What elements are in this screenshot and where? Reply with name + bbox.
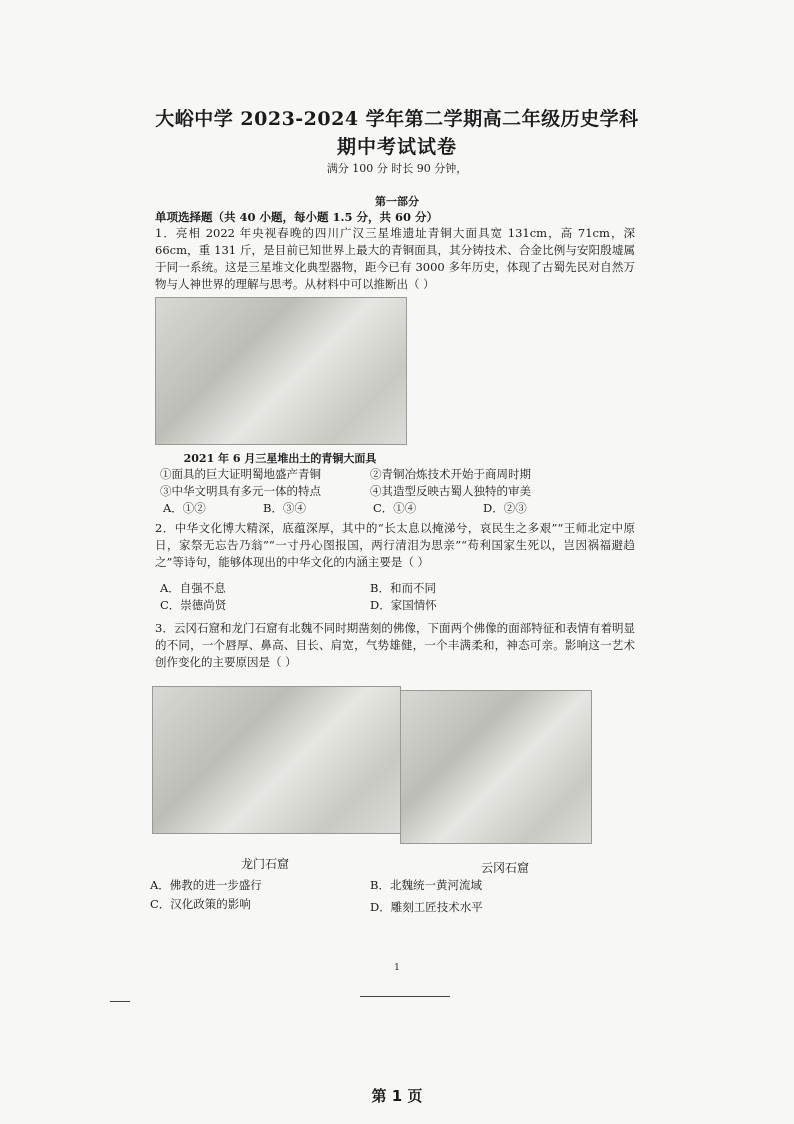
page-footer: 第 1 页 (371, 1087, 423, 1105)
q3-option-a: A．佛教的进一步盛行 (150, 878, 262, 892)
exam-title-line2: 期中考试试卷 (336, 136, 457, 158)
q1-statement-1: ①面具的巨大证明蜀地盛产青铜 (160, 467, 321, 481)
question-3-stem: 3．云冈石窟和龙门石窟有北魏不同时期凿刻的佛像，下面两个佛像的面部特征和表情有着明显的不同，一个唇厚、鼻高、目长、肩宽，气势雄健，一个丰满柔和，神态可亲。影响这一艺术创作变化的主要原因是（ ） (155, 621, 635, 669)
q1-statement-4: ④其造型反映古蜀人独特的审美 (370, 484, 531, 498)
exam-info: 满分 100 分 时长 90 分钟， (326, 162, 468, 175)
q1-statement-3: ③中华文明具有多元一体的特点 (160, 484, 321, 498)
q3-option-b: B．北魏统一黄河流域 (370, 878, 482, 892)
q1-option-b: B．③④ (263, 501, 306, 515)
caption-yungang: 云冈石窟 (480, 861, 529, 875)
part-label: 第一部分 (375, 195, 419, 208)
longmen-buddha-image (152, 686, 401, 834)
caption-longmen: 龙门石窟 (240, 857, 289, 871)
yungang-buddha-image (400, 690, 592, 844)
q3-option-d: D．雕刻工匠技术水平 (370, 900, 483, 914)
q1-option-a: A．①② (163, 501, 206, 515)
q1-option-c: C．①④ (373, 501, 417, 515)
q2-option-c: C．崇德尚贤 (160, 598, 227, 612)
q2-option-d: D．家国情怀 (370, 598, 437, 612)
question-2-stem: 2．中华文化博大精深，底蕴深厚，其中的“长太息以掩涕兮，哀民生之多艰”“王师北定中原日，家祭无忘告乃翁”“一寸丹心图报国，两行清泪为思亲”“苟利国家生死以，岂因祸福避趋之”等诗句，能够体现出的中华文化的内涵主要是（ ） (155, 521, 635, 569)
q1-option-d: D．②③ (483, 501, 527, 515)
q2-option-a: A．自强不息 (160, 581, 226, 595)
scan-rule-left (110, 1001, 130, 1002)
page-number: 1 (394, 963, 400, 973)
exam-title-line1: 大峪中学 2023-2024 学年第二学期高二年级历史学科 (155, 108, 639, 130)
q3-option-c: C．汉化政策的影响 (150, 897, 251, 911)
scan-rule-center (360, 996, 450, 997)
question-1-stem: 1．亮相 2022 年央视春晚的四川广汉三星堆遗址青铜大面具宽 131cm，高 71cm，深 66cm，重 131 斤，是目前已知世界上最大的青铜面具，其分铸技术、合金比例与安阳殷墟属于同一系统。这是三星堆文化典型器物，距今已有 3000 多年历史，体现了古蜀先民对自然万物与人神世界的理解与思考。从材料中可以推断出（ ） (155, 226, 635, 291)
question-1-caption: 2021 年 6 月三星堆出土的青铜大面具 (183, 452, 377, 465)
section-label: 单项选择题（共 40 小题，每小题 1.5 分，共 60 分） (155, 210, 439, 224)
bronze-mask-image (155, 297, 407, 445)
q2-option-b: B．和而不同 (370, 581, 436, 595)
q1-statement-2: ②青铜冶炼技术开始于商周时期 (370, 467, 531, 481)
